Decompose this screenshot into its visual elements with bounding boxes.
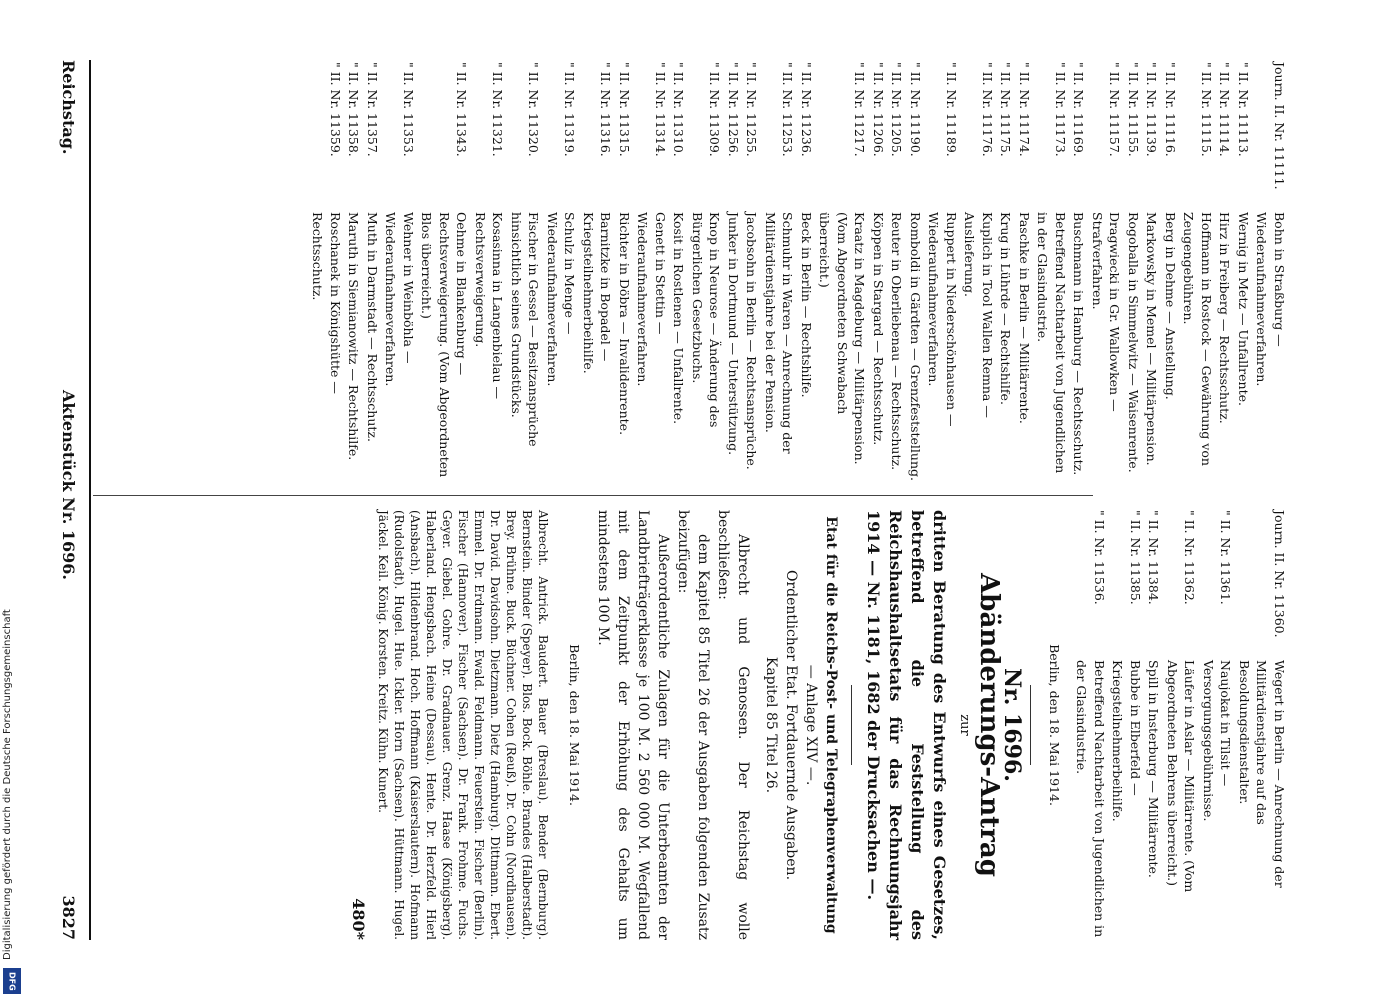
dfg-footer — [0, 0, 24, 1000]
petition-ref: " II. Nr. 11205. — [889, 62, 905, 157]
petition-entry — [508, 62, 543, 482]
petition-text: Hirz in Freiberg — Rechtsschutz. — [1217, 212, 1233, 424]
petition-text: Beck in Berlin — Rechtshilfe. — [799, 212, 814, 398]
dfg-logo: DFG — [3, 968, 21, 994]
petition-ref: " II. Nr. 11206. — [871, 62, 886, 157]
page-mark: 480* — [349, 898, 369, 940]
petition-text: Bohn in Straßburg — Wiederaufnahmeverfahren. — [1254, 212, 1287, 387]
petition-entry — [364, 62, 382, 482]
petition-text: Spill in Insterburg — Militärrente. — [1146, 660, 1162, 878]
petition-text: Naujokat in Tilsit — Versorgungsgebührnisse. — [1201, 660, 1234, 822]
date-line-2: Berlin, den 18. Mai 1914. — [567, 644, 582, 806]
short-rule — [1031, 685, 1032, 765]
document-title: Abänderungs-Antrag — [974, 573, 1004, 877]
petition-ref: " II. Nr. 11169. — [1071, 62, 1087, 157]
petition-ref: Journ. II. Nr. 11111. — [1272, 62, 1287, 190]
petition-text: Knop in Neurose — Änderung des Bürgerlichen Gesetzbuchs. — [690, 212, 723, 428]
petition-entry — [1164, 510, 1199, 940]
petition-ref: " II. Nr. 11217. — [852, 62, 868, 157]
petition-ref: " II. Nr. 11357. — [365, 62, 380, 157]
petition-entry — [1180, 62, 1215, 482]
petition-ref: " II. Nr. 11236. — [799, 62, 814, 157]
petition-entry — [1089, 62, 1124, 482]
petition-text: Romboldi in Gärdten — Grenzfeststellung. — [908, 212, 923, 482]
petition-ref: " II. Nr. 11358. — [346, 62, 362, 157]
petition-ref: " II. Nr. 11315. — [617, 62, 632, 157]
petition-ref: " II. Nr. 11189. — [944, 62, 959, 157]
left-column — [308, 62, 1288, 482]
ordentlicher-etat: Ordentlicher Etat. Fortdauernde Ausgaben. — [783, 569, 799, 881]
petition-text: Muth in Darmstadt — Rechtsschutz. — [365, 212, 380, 442]
petition-text: Schulz in Menge — Wiederaufnahmeverfahren. — [545, 212, 578, 387]
petition-ref: " II. Nr. 11361. — [1218, 510, 1234, 605]
petition-ref: " II. Nr. 11255. — [744, 62, 760, 157]
motion-body: dem Kapitel 85 Titel 26 der Ausgaben folgenden Zusatz beizufügen: — [675, 510, 711, 940]
petition-text: Bubbe in Elberfeld — Kriegsteilnehmerbeihilfe. — [1110, 660, 1143, 822]
document-number: Nr. 1696. — [999, 668, 1026, 782]
petition-text: Wernig in Metz — Unfallrente. — [1236, 212, 1251, 406]
petition-text: Berg in Dehme — Anstellung. — [1163, 212, 1178, 400]
petition-entry — [309, 62, 344, 482]
petition-text: Fischer in Gessel — Besitzansprüche hinsichtlich seines Grundstücks. — [509, 212, 542, 447]
petition-ref: " II. Nr. 11176. — [980, 62, 995, 157]
petition-entry — [1070, 62, 1088, 482]
petition-entry — [345, 62, 363, 482]
signers-list: Albrecht. Antrick. Baudert. Bauer (Breslau). Bender (Bernburg). Bernstein. Binder (Speyer). Blos. Bock. Böhle. Brandes (Halberstadt). Brey. Brühne. Buck. Büchner. Cohen (Reuß). Dr. Cohn (Nordhausen). Dr. David. Davidsohn. Dietzmann. Dietz (Hamburg). Dittmann. Ebert. Emmel. Dr. Erdmann. Ewald. Feldmann. Feuerstein. Fischer (Berlin). Fischer (Hannover). Fischer (Sachsen). Dr. Frank. Frohme. Fuchs. Geyer. Giebel. Gohre. Dr. Gradnauer. Grenz. Haase (Königsberg). Haberland. Hengsbach. Heine (Dessau). Hente. Dr. Herzfeld. Hierl (Ansbach). Hildenbrand. Hoch. Hoffmann (Kaiserslautern). Hofmann (Rudolstadt). Hugel. Hue. Ickler. Horn (Sachsen). Hüttmann. Hugel. Jäckel. Keil. König. Korsten. Kreitz. Kühn. Kunert. — [376, 510, 551, 940]
petition-ref: " II. Nr. 11155. — [1126, 62, 1141, 157]
petition-ref: " II. Nr. 11190. — [908, 62, 923, 157]
petition-ref: " II. Nr. 11175. — [998, 62, 1014, 157]
petition-entry — [997, 62, 1015, 482]
petition-ref: " II. Nr. 11362. — [1182, 510, 1198, 605]
petition-text: Betreffend Nachtarbeit von Jugendlichen in der Glasindustrie. — [1074, 660, 1107, 938]
petition-text: Kuplich in Tool Wallen Remna — Auslieferung. — [962, 212, 995, 418]
page-number: 3827 — [59, 895, 78, 940]
petition-text: Paschke in Berlin — Militärrente. — [1017, 212, 1032, 424]
motion-text: Albrecht und Genossen. Der Reichstag wolle beschließen: — [715, 510, 751, 940]
petition-entry — [743, 62, 761, 482]
petition-ref: Journ. II. Nr. 11360. — [1272, 510, 1287, 638]
petition-text: Schmuhr in Waren — Anrechnung der Militärdienstjahre bei der Pension. — [763, 212, 796, 454]
petition-text: Reuter in Oberliebenau — Rechtsschutz. — [889, 212, 905, 471]
petition-entry — [870, 62, 888, 482]
right-entries — [1073, 510, 1288, 940]
petition-entry — [670, 62, 688, 482]
petition-ref: " II. Nr. 11114. — [1217, 62, 1233, 157]
petition-ref: " II. Nr. 11320. — [526, 62, 542, 157]
zusatz-text: Außerordentliche Zulagen für die Unterbeamten der Landbriefträgerklasse je 100 M. 2 560 000 M. Wegfallend mit dem Zeitpunkt der Erhöhung des Gehalts um mindestens 100 M. — [595, 510, 671, 940]
petition-text: Wegert in Berlin — Anrechnung der Militärdienstjahre auf das Besoldungsdienstalter. — [1237, 660, 1287, 888]
petition-ref: " II. Nr. 11115. — [1199, 62, 1214, 157]
petition-entry — [544, 62, 579, 482]
petition-ref: " II. Nr. 11321. — [490, 62, 506, 157]
petition-entry — [798, 62, 816, 482]
date-line-1: Berlin, den 18. Mai 1914. — [1047, 644, 1062, 806]
petition-text: Oehme in Blankenburg — Rechtsverweigerung. (Vom Abgeordneten Blos überreicht.) — [419, 212, 470, 478]
petition-text: Hoffmann in Rostock — Gewährung von Zeugengebühren. — [1181, 212, 1214, 466]
petition-entry — [1016, 62, 1034, 482]
petition-entry — [1253, 62, 1288, 482]
petition-text: Betreffend Nachtarbeit von Jugendlichen in der Glasindustrie. — [1035, 212, 1068, 474]
petition-text: Rogoballa in Simmelwitz — Waisenrente. — [1126, 212, 1141, 473]
petition-entry — [816, 62, 869, 482]
petition-text: Kosit in Rostlenen — Unfallrente. — [671, 212, 687, 425]
petition-text: Kraatz in Magdeburg — Militärpension. (Vom Abgeordneten Schwabach überreicht.) — [817, 212, 868, 465]
petition-text: Maruth in Siemianowitz — Rechtshilfe. — [346, 212, 362, 461]
kapitel-label: Kapitel 85 Titel 26. — [763, 656, 779, 794]
petition-ref: " II. Nr. 11536. — [1092, 510, 1107, 605]
petition-text: Roschanek in Königshütte — Rechtsschutz. — [310, 212, 343, 394]
petition-text: Buschmann in Hamburg — Rechtsschutz. — [1071, 212, 1087, 476]
petition-ref: " II. Nr. 11139. — [1144, 62, 1160, 157]
petition-entry — [580, 62, 615, 482]
petition-ref: " II. Nr. 11384. — [1146, 510, 1162, 605]
column-divider — [93, 495, 1093, 496]
petition-entry — [888, 62, 906, 482]
petition-text: Jacobsohn in Berlin — Rechtsansprüche. — [744, 212, 760, 470]
petition-entry — [472, 62, 507, 482]
petition-text: Genett in Stettin — Wiederaufnahmeverfahren. — [635, 212, 668, 387]
petition-text: Köppen in Stargard — Rechtsschutz. — [871, 212, 886, 446]
petition-entry — [725, 62, 743, 482]
header-title: Aktenstück Nr. 1696. — [59, 390, 78, 580]
petition-entry — [1236, 510, 1289, 940]
petition-ref: " II. Nr. 11256. — [726, 62, 741, 157]
petition-ref: " II. Nr. 11173. — [1053, 62, 1068, 157]
petition-text: Kosasinna in Langenbielau — Rechtsverweigerung. — [473, 212, 506, 399]
zur-label: zur — [957, 714, 973, 736]
petition-entry — [961, 62, 996, 482]
petition-entry — [1143, 62, 1161, 482]
petition-ref: " II. Nr. 11343. — [454, 62, 470, 157]
petition-entry — [1034, 62, 1069, 482]
dfg-credit-text: Digitalisierung gefördert durch die Deutsche Forschungsgemeinschaft — [2, 609, 13, 960]
petition-entry — [1125, 62, 1143, 482]
petition-ref: " II. Nr. 11309. — [707, 62, 723, 157]
petition-text: Läufer in Aslar — Militärrente. (Vom Abgeordneten Behrens überreicht.) — [1165, 660, 1198, 893]
etat-title: Etat für die Reichs-Post- und Telegraphenverwaltung — [823, 516, 839, 934]
petition-text: Krug in Lührde — Rechtshilfe. — [998, 212, 1014, 405]
petition-entry — [616, 62, 634, 482]
petition-entry — [1145, 510, 1163, 940]
short-rule-2 — [851, 685, 852, 765]
petition-entry — [1235, 62, 1253, 482]
petition-entry — [689, 62, 724, 482]
petition-entry — [634, 62, 669, 482]
petition-entry — [1216, 62, 1234, 482]
petition-text: Wehner in Weinböhla — Wiederaufnahmeverfahren. — [383, 212, 416, 387]
right-column — [350, 510, 1288, 940]
anlage-label: — Anlage XIV —. — [803, 664, 819, 786]
page-header — [54, 60, 78, 940]
petition-text: Barnitzke in Bopadel — Kriegsteilnehmerbeihilfe. — [581, 212, 614, 374]
header-rule — [89, 60, 91, 940]
petition-ref: " II. Nr. 11319. — [562, 62, 578, 157]
petition-entry — [418, 62, 471, 482]
petition-text: Markowsky in Memel — Militärpension. — [1144, 212, 1160, 466]
petition-ref: " II. Nr. 11353. — [401, 62, 416, 157]
petition-ref: " II. Nr. 11157. — [1107, 62, 1123, 157]
petition-ref: " II. Nr. 11116. — [1163, 62, 1178, 157]
petition-ref: " II. Nr. 11314. — [653, 62, 668, 157]
petition-text: Junker in Dortmund — Unterstützung. — [726, 212, 741, 456]
petition-ref: " II. Nr. 11253. — [780, 62, 796, 157]
petition-ref: " II. Nr. 11174. — [1017, 62, 1032, 157]
petition-text: Ruppert in Niederschönhausen — Wiederaufnahmeverfahren. — [926, 212, 959, 427]
petition-text: Richter in Döbra — Invalidenrente. — [617, 212, 632, 436]
petition-ref: " II. Nr. 11316. — [598, 62, 614, 157]
petition-entry — [1109, 510, 1144, 940]
petition-entry — [382, 62, 417, 482]
petition-entry — [925, 62, 960, 482]
petition-entry — [1200, 510, 1235, 940]
petition-ref: " II. Nr. 11310. — [671, 62, 687, 157]
petition-ref: " II. Nr. 11385. — [1128, 510, 1143, 605]
header-left: Reichstag. — [59, 60, 78, 155]
petition-entry — [907, 62, 925, 482]
petition-entry — [1162, 62, 1180, 482]
petition-ref: " II. Nr. 11359. — [328, 62, 343, 157]
petition-entry — [1073, 510, 1108, 940]
intro-paragraph: dritten Beratung des Entwurfs eines Gesetzes, betreffend die Feststellung des Reichshaushaltsetats für das Rechnungsjahr 1914 — Nr. 1181, 1682 der Drucksachen —. — [864, 510, 949, 940]
petition-ref: " II. Nr. 11113. — [1236, 62, 1251, 157]
petition-entry — [762, 62, 797, 482]
petition-text: Dragwiecki in Gr. Wallowken — Strafverfahren. — [1090, 212, 1123, 412]
